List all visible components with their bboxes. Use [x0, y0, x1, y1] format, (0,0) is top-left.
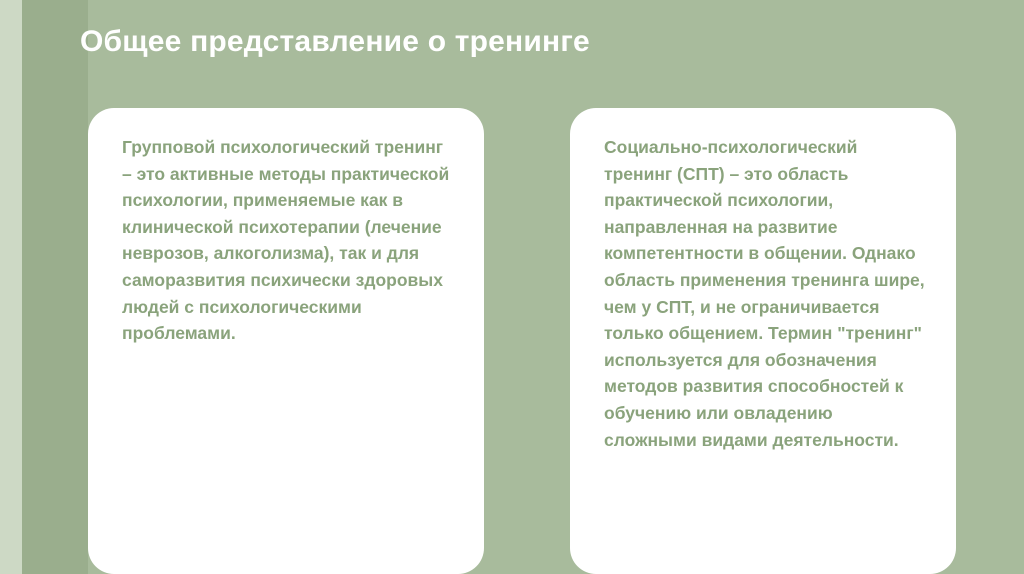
card-left-text: Групповой психологический тренинг – это активные методы практической психологии, применяемые как в клинической психотерапии (лечение неврозов, алкоголизма), так и для саморазвития психически здоровых людей с психологическими проблемами.: [122, 137, 450, 344]
content-card-left: [88, 108, 484, 574]
left-accent-stripe-light: [0, 0, 22, 574]
content-card-right: [570, 108, 956, 574]
left-accent-stripe-dark: [22, 0, 88, 574]
card-right-text: Социально-психологический тренинг (СПТ) – это область практической психологии, направленная на развитие компетентности в общении. Однако область применения тренинга шире, чем у СПТ, и не ограничивается только общением. Термин "тренинг" используется для обозначения методов развития способностей к обучению или овладению сложными видами деятельности.: [604, 137, 925, 450]
slide-title: Общее представление о тренинге: [80, 25, 590, 58]
